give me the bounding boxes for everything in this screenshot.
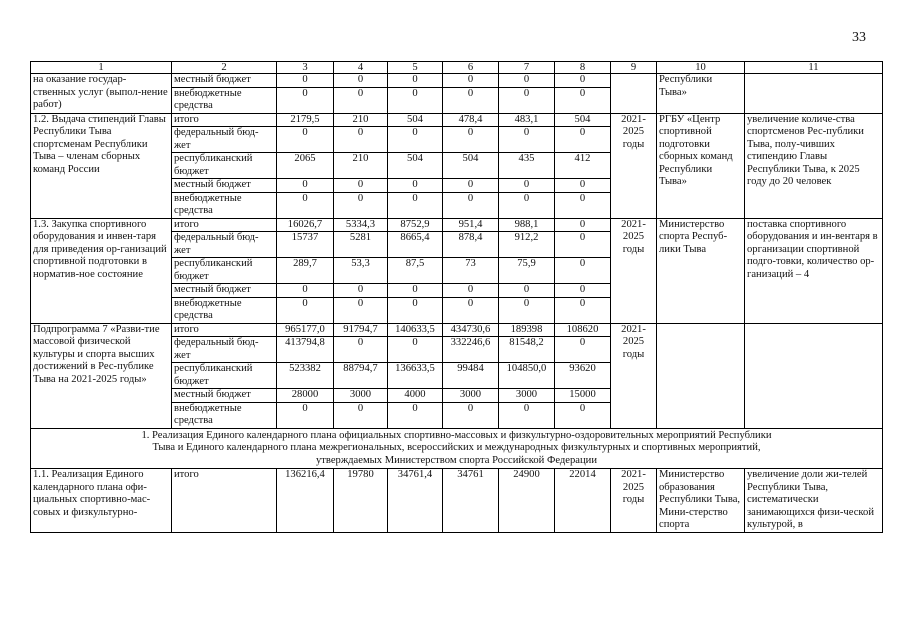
funding-source-cell: местный бюджет <box>172 284 277 298</box>
value-cell: 0 <box>388 337 443 363</box>
result-cell: увеличение доли жи-телей Республики Тыва, систематически занимающихся физи-ческой культурой, в <box>745 469 883 533</box>
value-cell: 73 <box>443 258 499 284</box>
value-cell: 88794,7 <box>334 363 388 389</box>
value-cell: 93620 <box>555 363 611 389</box>
value-cell: 951,4 <box>443 218 499 232</box>
funding-source-cell: внебюджетные средства <box>172 402 277 428</box>
value-cell: 0 <box>499 402 555 428</box>
funding-source-cell: федеральный бюд-жет <box>172 232 277 258</box>
value-cell: 0 <box>388 74 443 88</box>
value-cell: 0 <box>277 179 334 193</box>
value-cell: 0 <box>277 74 334 88</box>
value-cell: 0 <box>443 192 499 218</box>
budget-table <box>30 61 883 533</box>
value-cell: 0 <box>555 258 611 284</box>
value-cell: 0 <box>334 87 388 113</box>
value-cell: 0 <box>555 74 611 88</box>
value-cell: 332246,6 <box>443 337 499 363</box>
value-cell: 4000 <box>388 389 443 403</box>
value-cell: 0 <box>334 192 388 218</box>
funding-source-cell: федеральный бюд-жет <box>172 337 277 363</box>
value-cell: 0 <box>388 179 443 193</box>
value-cell: 413794,8 <box>277 337 334 363</box>
value-cell: 34761 <box>443 469 499 533</box>
value-cell: 0 <box>334 127 388 153</box>
value-cell: 140633,5 <box>388 323 443 337</box>
value-cell: 0 <box>334 284 388 298</box>
value-cell: 523382 <box>277 363 334 389</box>
header-cell: 11 <box>745 62 883 74</box>
section-title: 1. Реализация Единого календарного плана официальных спортивно-массовых и физкультурно-оздоровительных мероприятий Республики Тыва и Единого календарного плана межрегиональных, всероссийских и международных физкультурных и спортивных мероприятий, утверждаемых Министерством спорта Российской Федерации <box>31 428 883 469</box>
value-cell: 412 <box>555 153 611 179</box>
funding-source-cell: внебюджетные средства <box>172 297 277 323</box>
value-cell: 988,1 <box>499 218 555 232</box>
funding-source-cell: местный бюджет <box>172 74 277 88</box>
value-cell: 53,3 <box>334 258 388 284</box>
value-cell: 504 <box>443 153 499 179</box>
value-cell: 504 <box>555 113 611 127</box>
section-row <box>31 428 883 469</box>
value-cell: 5281 <box>334 232 388 258</box>
result-cell <box>745 323 883 428</box>
table-row <box>31 218 883 232</box>
value-cell: 0 <box>555 232 611 258</box>
value-cell: 0 <box>555 87 611 113</box>
value-cell: 0 <box>555 218 611 232</box>
table-row <box>31 323 883 337</box>
value-cell: 3000 <box>499 389 555 403</box>
value-cell: 3000 <box>443 389 499 403</box>
value-cell: 189398 <box>499 323 555 337</box>
funding-source-cell: местный бюджет <box>172 179 277 193</box>
result-cell: поставка спортивного оборудования и ин-вентаря в организации спортивной подго-товки, количество ор-ганизаций – 4 <box>745 218 883 323</box>
header-cell: 2 <box>172 62 277 74</box>
funding-source-cell: итого <box>172 113 277 127</box>
result-cell <box>745 74 883 114</box>
value-cell: 0 <box>277 297 334 323</box>
value-cell: 0 <box>443 179 499 193</box>
value-cell: 0 <box>388 402 443 428</box>
executor-cell: Министерство спорта Респуб-лики Тыва <box>657 218 745 323</box>
funding-source-cell: республиканский бюджет <box>172 153 277 179</box>
value-cell: 0 <box>499 284 555 298</box>
value-cell: 8665,4 <box>388 232 443 258</box>
executor-cell: Республики Тыва» <box>657 74 745 114</box>
header-cell: 9 <box>611 62 657 74</box>
value-cell: 210 <box>334 113 388 127</box>
funding-source-cell: республиканский бюджет <box>172 258 277 284</box>
funding-source-cell: итого <box>172 218 277 232</box>
value-cell: 0 <box>555 284 611 298</box>
value-cell: 0 <box>499 74 555 88</box>
years-cell <box>611 74 657 114</box>
years-cell: 2021-2025 годы <box>611 469 657 533</box>
value-cell: 8752,9 <box>388 218 443 232</box>
value-cell: 2179,5 <box>277 113 334 127</box>
value-cell: 0 <box>277 402 334 428</box>
value-cell: 0 <box>334 179 388 193</box>
value-cell: 2065 <box>277 153 334 179</box>
header-cell: 10 <box>657 62 745 74</box>
event-name-cell: 1.2. Выдача стипендий Главы Республики Тыва спортсменам Республики Тыва – членам сборных команд России <box>31 113 172 218</box>
value-cell: 0 <box>334 74 388 88</box>
value-cell: 0 <box>388 87 443 113</box>
years-cell: 2021-2025 годы <box>611 218 657 323</box>
value-cell: 0 <box>443 284 499 298</box>
value-cell: 965177,0 <box>277 323 334 337</box>
value-cell: 0 <box>555 127 611 153</box>
executor-cell <box>657 323 745 428</box>
value-cell: 81548,2 <box>499 337 555 363</box>
executor-cell: РГБУ «Центр спортивной подготовки сборных команд Республики Тыва» <box>657 113 745 218</box>
value-cell: 15000 <box>555 389 611 403</box>
funding-source-cell: итого <box>172 469 277 533</box>
value-cell: 0 <box>443 87 499 113</box>
value-cell: 435 <box>499 153 555 179</box>
value-cell: 16026,7 <box>277 218 334 232</box>
table-row <box>31 74 883 88</box>
value-cell: 0 <box>277 284 334 298</box>
value-cell: 504 <box>388 153 443 179</box>
header-cell: 4 <box>334 62 388 74</box>
value-cell: 289,7 <box>277 258 334 284</box>
years-cell: 2021-2025 годы <box>611 323 657 428</box>
value-cell: 136633,5 <box>388 363 443 389</box>
funding-source-cell: местный бюджет <box>172 389 277 403</box>
value-cell: 87,5 <box>388 258 443 284</box>
value-cell: 0 <box>334 337 388 363</box>
funding-source-cell: внебюджетные средства <box>172 192 277 218</box>
value-cell: 0 <box>443 297 499 323</box>
value-cell: 0 <box>499 87 555 113</box>
funding-source-cell: итого <box>172 323 277 337</box>
value-cell: 99484 <box>443 363 499 389</box>
value-cell: 5334,3 <box>334 218 388 232</box>
executor-cell: Министерство образования Республики Тыва, Мини-стерство спорта <box>657 469 745 533</box>
header-cell: 3 <box>277 62 334 74</box>
value-cell: 19780 <box>334 469 388 533</box>
years-cell: 2021-2025 годы <box>611 113 657 218</box>
value-cell: 504 <box>388 113 443 127</box>
table-row <box>31 469 883 533</box>
header-cell: 6 <box>443 62 499 74</box>
value-cell: 0 <box>443 127 499 153</box>
header-cell: 8 <box>555 62 611 74</box>
value-cell: 0 <box>334 297 388 323</box>
header-row <box>31 62 883 74</box>
value-cell: 22014 <box>555 469 611 533</box>
value-cell: 0 <box>499 127 555 153</box>
result-cell: увеличение количе-ства спортсменов Рес-публики Тыва, полу-чивших стипендию Главы Республики Тыва, к 2025 году до 20 человек <box>745 113 883 218</box>
value-cell: 0 <box>277 87 334 113</box>
value-cell: 34761,4 <box>388 469 443 533</box>
value-cell: 108620 <box>555 323 611 337</box>
value-cell: 91794,7 <box>334 323 388 337</box>
value-cell: 24900 <box>499 469 555 533</box>
value-cell: 0 <box>499 297 555 323</box>
value-cell: 0 <box>555 337 611 363</box>
value-cell: 0 <box>334 402 388 428</box>
funding-source-cell: республиканский бюджет <box>172 363 277 389</box>
value-cell: 0 <box>388 284 443 298</box>
value-cell: 210 <box>334 153 388 179</box>
funding-source-cell: федеральный бюд-жет <box>172 127 277 153</box>
value-cell: 0 <box>443 74 499 88</box>
value-cell: 912,2 <box>499 232 555 258</box>
header-cell: 7 <box>499 62 555 74</box>
value-cell: 878,4 <box>443 232 499 258</box>
value-cell: 15737 <box>277 232 334 258</box>
table-row <box>31 113 883 127</box>
value-cell: 0 <box>499 179 555 193</box>
value-cell: 136216,4 <box>277 469 334 533</box>
value-cell: 0 <box>443 402 499 428</box>
event-name-cell: 1.3. Закупка спортивного оборудования и инвен-таря для приведения ор-ганизаций спортивной подготовки в норматив-ное состояние <box>31 218 172 323</box>
value-cell: 483,1 <box>499 113 555 127</box>
header-cell: 5 <box>388 62 443 74</box>
value-cell: 0 <box>388 127 443 153</box>
value-cell: 0 <box>388 297 443 323</box>
value-cell: 28000 <box>277 389 334 403</box>
value-cell: 0 <box>499 192 555 218</box>
event-name-cell: 1.1. Реализация Единого календарного плана офи-циальных спортивно-мас-совых и физкультурно- <box>31 469 172 533</box>
value-cell: 0 <box>277 192 334 218</box>
page-number: 33 <box>852 30 866 45</box>
value-cell: 75,9 <box>499 258 555 284</box>
funding-source-cell: внебюджетные средства <box>172 87 277 113</box>
value-cell: 0 <box>388 192 443 218</box>
event-name-cell: Подпрограмма 7 «Разви-тие массовой физической культуры и спорта высших достижений в Рес-публике Тыва на 2021-2025 годы» <box>31 323 172 428</box>
value-cell: 0 <box>555 297 611 323</box>
value-cell: 0 <box>277 127 334 153</box>
value-cell: 478,4 <box>443 113 499 127</box>
value-cell: 0 <box>555 179 611 193</box>
value-cell: 3000 <box>334 389 388 403</box>
value-cell: 0 <box>555 192 611 218</box>
value-cell: 0 <box>555 402 611 428</box>
event-name-cell: на оказание государ-ственных услуг (выпол-нение работ) <box>31 74 172 114</box>
value-cell: 434730,6 <box>443 323 499 337</box>
header-cell: 1 <box>31 62 172 74</box>
value-cell: 104850,0 <box>499 363 555 389</box>
